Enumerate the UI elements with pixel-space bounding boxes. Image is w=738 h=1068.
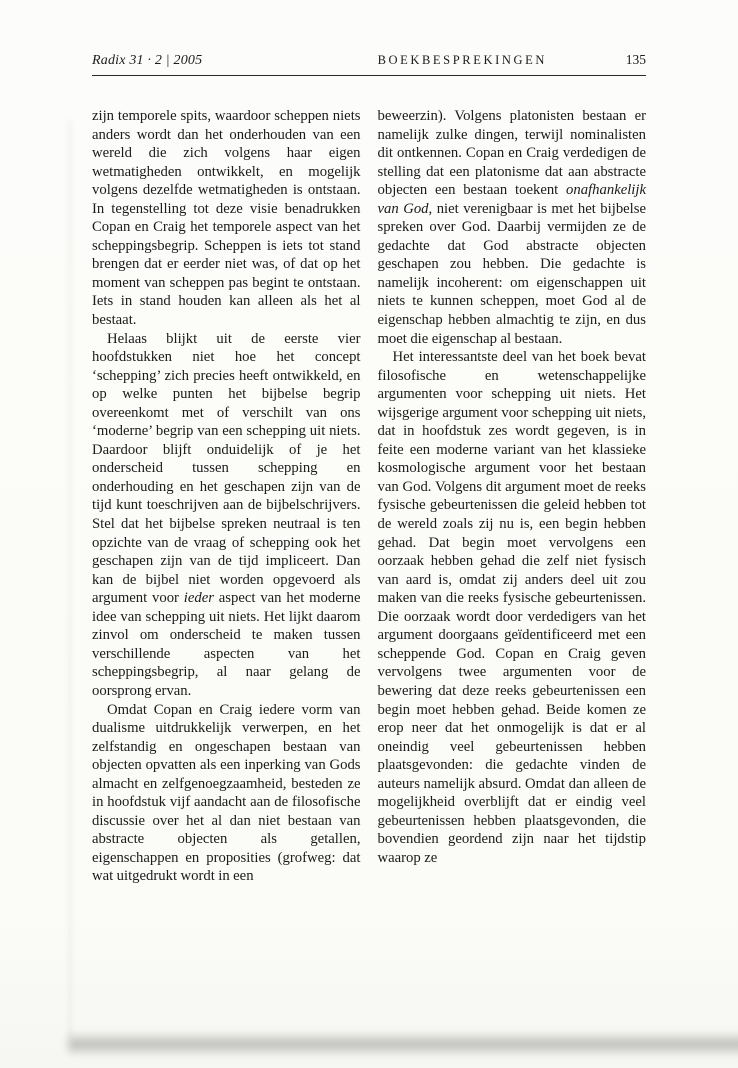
right-column [378, 107, 647, 886]
page-edge-shadow-left [66, 120, 72, 1038]
page-header [92, 52, 646, 69]
body-text: aspect van het moderne idee van schepping uit niets. Het lijkt daarom zinvol om onderscheid te maken tussen verschillende aspecten van het scheppingsbegrip, al naar gelang de oorsprong ervan. [92, 590, 361, 699]
body-text: zijn temporele spits, waardoor scheppen niets anders wordt dan het onderhouden van een wereld die zich volgens haar eigen wetmatigheden ontwikkelt, en mogelijk volgens dezelfde wetmatigheden is ontstaan. In tegenstelling tot deze visie benadrukken Copan en Craig het temporele aspect van het scheppingsbegrip. Scheppen is iets tot stand brengen dat er eerder niet was, of dat op het moment van scheppen pas begint te ontstaan. Iets in stand houden kan alleen als het al bestaat. [92, 108, 361, 329]
body-text: Omdat Copan en Craig iedere vorm van dualisme uitdrukkelijk verwerpen, en het zelfstandig en ongeschapen bestaan van objecten opvatten als een inperking van Gods almacht en zelfgenoegzaamheid, besteden ze in hoofdstuk vijf aandacht aan de filosofische discussie over het al dan niet bestaan van abstracte objecten als getallen, eigenschappen en proposities (grofweg: dat wat uitgedrukt wordt in een [92, 701, 361, 885]
paragraph [378, 348, 647, 867]
left-column [92, 107, 361, 886]
paragraph [92, 107, 361, 330]
body-text: Helaas blijkt uit de eerste vier hoofdstukken niet hoe het concept ‘schepping’ zich precies heeft ontwikkeld, en op welke punten het bijbelse begrip overeenkomt met of verschilt van ons ‘moderne’ begrip van een schepping uit niets. Daardoor blijft onduidelijk of je het onderscheid tussen schepping en onderhouding en het geschapen zijn van de tijd kunt toeschrijven aan de bijbelschrijvers. Stel dat het bijbelse spreken neutraal is ten opzichte van de vraag of schepping ook het geschapen zijn van de tijd impliceert. Dan kan de bijbel niet worden opgevoerd als argument voor [92, 330, 361, 607]
header-rule [92, 75, 646, 76]
body-text: Het interessantste deel van het boek bevat filosofische en wetenschappelijke argumenten voor schepping uit niets. Het wijsgerige argument voor schepping uit niets, dat in hoofdstuk zes wordt gegeven, is in feite een moderne variant van het klassieke kosmologische argument voor het bestaan van God. Volgens dit argument moet de reeks fysische gebeurtenissen die geleid hebben tot de wereld zoals zij nu is, een begin hebben gehad. Dat begin moet vervolgens een oorzaak hebben gehad die zelf niet fysisch van aard is, omdat zij anders deel uit zou maken van die reeks fysische gebeurtenissen. Die oorzaak wordt door verdedigers van het argument doorgaans geïdentificeerd met een scheppende God. Copan en Craig geven vervolgens twee argumenten voor de bewering dat deze reeks gebeurtenissen een begin moet hebben gehad. Beide komen ze erop neer dat het onmogelijk is dat er al oneindig veel gebeurtenissen hebben plaatsgevonden: die gedachte vinden de auteurs namelijk absurd. Omdat dan alleen de mogelijkheid overblijft dat er eindig veel gebeurtenissen hebben plaatsgevonden, die bovendien geordend zijn naar het tijdstip waarop ze [377, 349, 646, 866]
italic-text: ieder [183, 590, 214, 607]
paragraph [92, 330, 361, 701]
body-text: beweerzin). Volgens platonisten bestaan er namelijk zulke dingen, terwijl nominalisten dit ontkennen. Copan en Craig verdedigen de stelling dat een platonisme dat aan abstracte objecten een bestaan toekent [377, 108, 646, 199]
page-number: 135 [625, 52, 646, 67]
paragraph [92, 701, 361, 886]
paragraph [378, 107, 647, 348]
journal-title: Radix 31 · 2 | 2005 [92, 53, 203, 68]
text-columns [92, 107, 646, 886]
page-edge-shadow-bottom [68, 1032, 738, 1054]
section-heading: BOEKBESPREKINGEN [377, 53, 547, 67]
italic-text: onafhankelijk van God [377, 182, 646, 217]
body-text: , niet verenigbaar is met het bijbelse spreken over God. Daarbij vermijden ze de gedachte dat God abstracte objecten geschapen zou hebben. Die gedachte is namelijk incoherent: om eigenschappen uit niets te kunnen scheppen, moet God al de eigenschap hebben almachtig te zijn, en dus moet die eigenschap al bestaan. [377, 200, 646, 347]
